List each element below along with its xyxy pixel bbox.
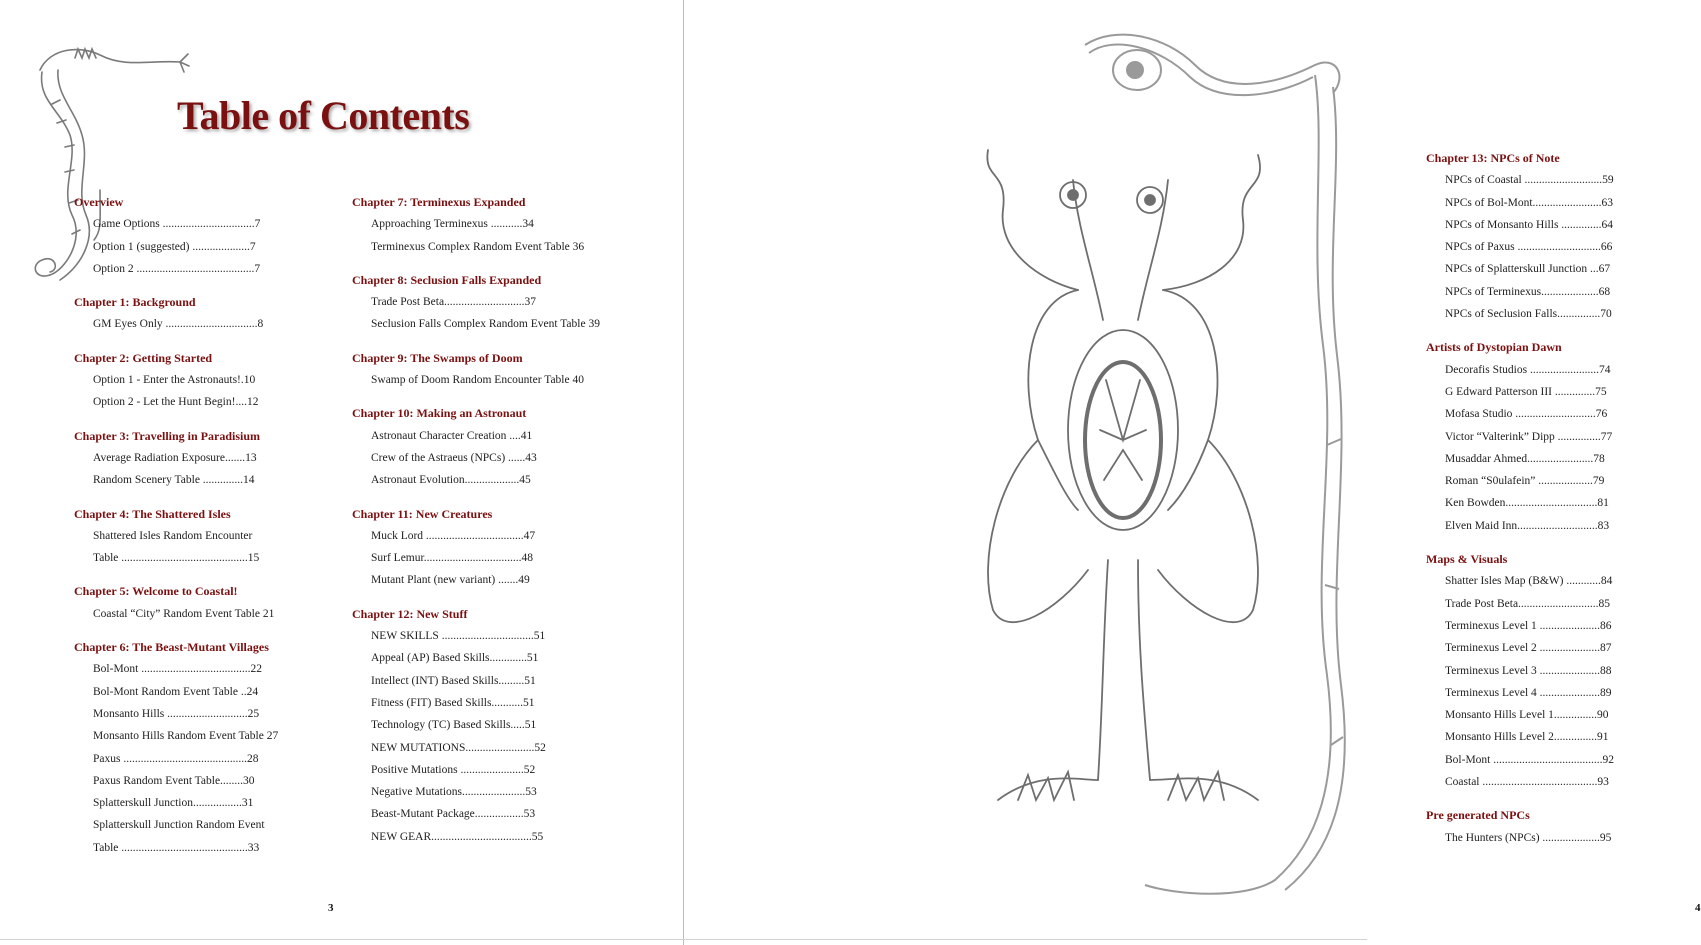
toc-entry: Trade Post Beta............................37 [371, 296, 537, 309]
toc-chapter-heading: Chapter 12: New Stuff [352, 606, 468, 621]
toc-entry: Mutant Plant (new variant) .......49 [371, 574, 530, 587]
toc-entry: Beast-Mutant Package.................53 [371, 808, 536, 821]
toc-entry: Surf Lemur..................................48 [371, 552, 533, 565]
toc-chapter-heading: Chapter 11: New Creatures [352, 506, 493, 521]
toc-chapter-heading: Artists of Dystopian Dawn [1426, 340, 1562, 355]
toc-chapter-heading: Chapter 9: The Swamps of Doom [352, 350, 523, 365]
toc-entry: Option 1 (suggested) ....................7 [93, 240, 256, 253]
toc-spacer [74, 340, 304, 351]
toc-chapter-heading: Overview [74, 195, 124, 209]
toc-entry: NPCs of Coastal ...........................59 [1445, 174, 1614, 187]
toc-entry: Seclusion Falls Complex Random Event Table 39 [371, 318, 600, 331]
toc-entry: Astronaut Evolution...................45 [371, 474, 531, 487]
toc-entry: Random Scenery Table ..............14 [93, 474, 255, 487]
toc-entry: Ken Bowden................................81 [1445, 497, 1609, 510]
toc-spacer [74, 629, 304, 640]
toc-entry: Option 2 - Let the Hunt Begin!....12 [93, 396, 259, 409]
toc-entry: Bol-Mont ......................................92 [1445, 753, 1614, 766]
toc-entry: Technology (TC) Based Skills.....51 [371, 719, 537, 732]
toc-entry: NEW SKILLS ................................51 [371, 630, 546, 643]
toc-chapter-heading: Chapter 6: The Beast-Mutant Villages [74, 640, 269, 655]
toc-entry: Coastal ........................................93 [1445, 776, 1609, 789]
toc-entry: NPCs of Terminexus....................68 [1445, 285, 1611, 298]
toc-entry: Negative Mutations......................53 [371, 786, 537, 799]
toc-chapter-heading: Chapter 5: Welcome to Coastal! [74, 584, 238, 599]
toc-entry: Trade Post Beta............................85 [1445, 597, 1611, 610]
toc-spacer [74, 418, 304, 429]
toc-entry: Terminexus Level 1 .....................86 [1445, 619, 1612, 632]
toc-entry: Table ............................................33 [93, 841, 260, 854]
toc-entry: Coastal “City” Random Event Table 21 [93, 607, 275, 620]
toc-entry: GM Eyes Only ................................8 [93, 318, 264, 331]
toc-entry: Musaddar Ahmed.......................78 [1445, 452, 1605, 465]
page-number-right: 4 [1695, 902, 1701, 914]
toc-entry: Bol-Mont ......................................22 [93, 663, 262, 676]
toc-entry: G Edward Patterson III ..............75 [1445, 385, 1607, 398]
toc-entry: Monsanto Hills Random Event Table 27 [93, 730, 279, 743]
toc-entry: Monsanto Hills Level 2...............91 [1445, 731, 1609, 744]
toc-entry: Crew of the Astraeus (NPCs) ......43 [371, 451, 537, 464]
toc-entry: Elven Maid Inn............................83 [1445, 519, 1610, 532]
toc-entry: Fitness (FIT) Based Skills...........51 [371, 696, 535, 709]
toc-entry: Table ............................................15 [93, 552, 260, 565]
toc-entry: Appeal (AP) Based Skills.............51 [371, 652, 539, 665]
toc-entry: Monsanto Hills ............................25 [93, 707, 260, 720]
toc-entry: Terminexus Level 3 .....................88 [1445, 664, 1612, 677]
toc-entry: Terminexus Level 4 .....................89 [1445, 686, 1612, 699]
page-left [0, 0, 683, 945]
toc-spacer [74, 573, 304, 584]
toc-entry: Paxus Random Event Table........30 [93, 774, 255, 787]
toc-spacer [352, 395, 612, 406]
toc-entry: Paxus ...........................................28 [93, 752, 259, 765]
toc-chapter-heading: Chapter 3: Travelling in Paradisium [74, 428, 261, 443]
toc-entry: Monsanto Hills Level 1...............90 [1445, 709, 1609, 722]
toc-entry: Splatterskull Junction.................31 [93, 797, 254, 810]
toc-spacer [352, 262, 612, 273]
toc-entry: NPCs of Splatterskull Junction ...67 [1445, 263, 1611, 276]
toc-entry: Mofasa Studio ............................76 [1445, 408, 1608, 421]
toc-entry: Intellect (INT) Based Skills.........51 [371, 674, 536, 687]
page-title: Table of Contents [177, 93, 470, 138]
toc-entry: Terminexus Complex Random Event Table 36 [371, 240, 585, 253]
toc-column-1 [74, 195, 304, 863]
toc-spacer [1426, 541, 1616, 552]
toc-entry: NPCs of Paxus .............................66 [1445, 241, 1613, 254]
toc-entry: Terminexus Level 2 .....................87 [1445, 642, 1612, 655]
toc-spacer [74, 496, 304, 507]
toc-entry: Swamp of Doom Random Encounter Table 40 [371, 374, 584, 387]
toc-entry: Positive Mutations ......................52 [371, 763, 536, 776]
toc-entry: NPCs of Bol-Mont........................63 [1445, 196, 1614, 209]
toc-entry: Muck Lord ..................................47 [371, 529, 536, 542]
toc-column-2 [352, 195, 612, 852]
toc-chapter-heading: Pre generated NPCs [1426, 808, 1530, 823]
toc-entry: NEW GEAR...................................55 [371, 830, 544, 843]
toc-entry: Shatter Isles Map (B&W) ............84 [1445, 575, 1613, 588]
toc-chapter-heading: Chapter 10: Making an Astronaut [352, 406, 527, 421]
toc-entry: Approaching Terminexus ...........34 [371, 218, 534, 231]
page-number-left: 3 [328, 902, 334, 914]
toc-entry: Bol-Mont Random Event Table ..24 [93, 685, 259, 698]
toc-entry: Roman “S0ulafein” ...................79 [1445, 475, 1605, 488]
toc-entry: Game Options ................................7 [93, 218, 261, 231]
toc-spacer [352, 496, 612, 507]
toc-spacer [1426, 797, 1616, 808]
toc-entry: Shattered Isles Random Encounter [93, 529, 253, 542]
toc-spacer [352, 596, 612, 607]
toc-entry: Splatterskull Junction Random Event [93, 819, 265, 832]
toc-entry: Option 1 - Enter the Astronauts!.10 [93, 374, 256, 387]
toc-entry: Average Radiation Exposure.......13 [93, 451, 257, 464]
toc-chapter-heading: Chapter 13: NPCs of Note [1426, 151, 1560, 165]
toc-spacer [74, 284, 304, 295]
toc-column-3 [1426, 151, 1616, 853]
toc-entry: NPCs of Monsanto Hills ..............64 [1445, 218, 1614, 231]
toc-chapter-heading: Chapter 4: The Shattered Isles [74, 506, 231, 521]
toc-entry: Victor “Valterink” Dipp ...............77 [1445, 430, 1613, 443]
toc-entry: Astronaut Character Creation ....41 [371, 429, 533, 442]
toc-entry: Option 2 .........................................7 [93, 262, 261, 275]
toc-chapter-heading: Chapter 1: Background [74, 295, 196, 310]
toc-chapter-heading: Chapter 7: Terminexus Expanded [352, 195, 526, 209]
toc-entry: NEW MUTATIONS........................52 [371, 741, 546, 754]
toc-spacer [352, 340, 612, 351]
page-bottom-edge [0, 939, 1367, 940]
toc-spacer [1426, 329, 1616, 340]
toc-chapter-heading: Chapter 8: Seclusion Falls Expanded [352, 272, 542, 287]
mutant-plant-icon [978, 140, 1268, 820]
toc-chapter-heading: Chapter 2: Getting Started [74, 350, 213, 365]
toc-entry: NPCs of Seclusion Falls...............70 [1445, 308, 1612, 321]
toc-chapter-heading: Maps & Visuals [1426, 552, 1508, 567]
toc-entry: The Hunters (NPCs) ....................95 [1445, 831, 1612, 844]
toc-entry: Decorafis Studios ........................74 [1445, 363, 1611, 376]
